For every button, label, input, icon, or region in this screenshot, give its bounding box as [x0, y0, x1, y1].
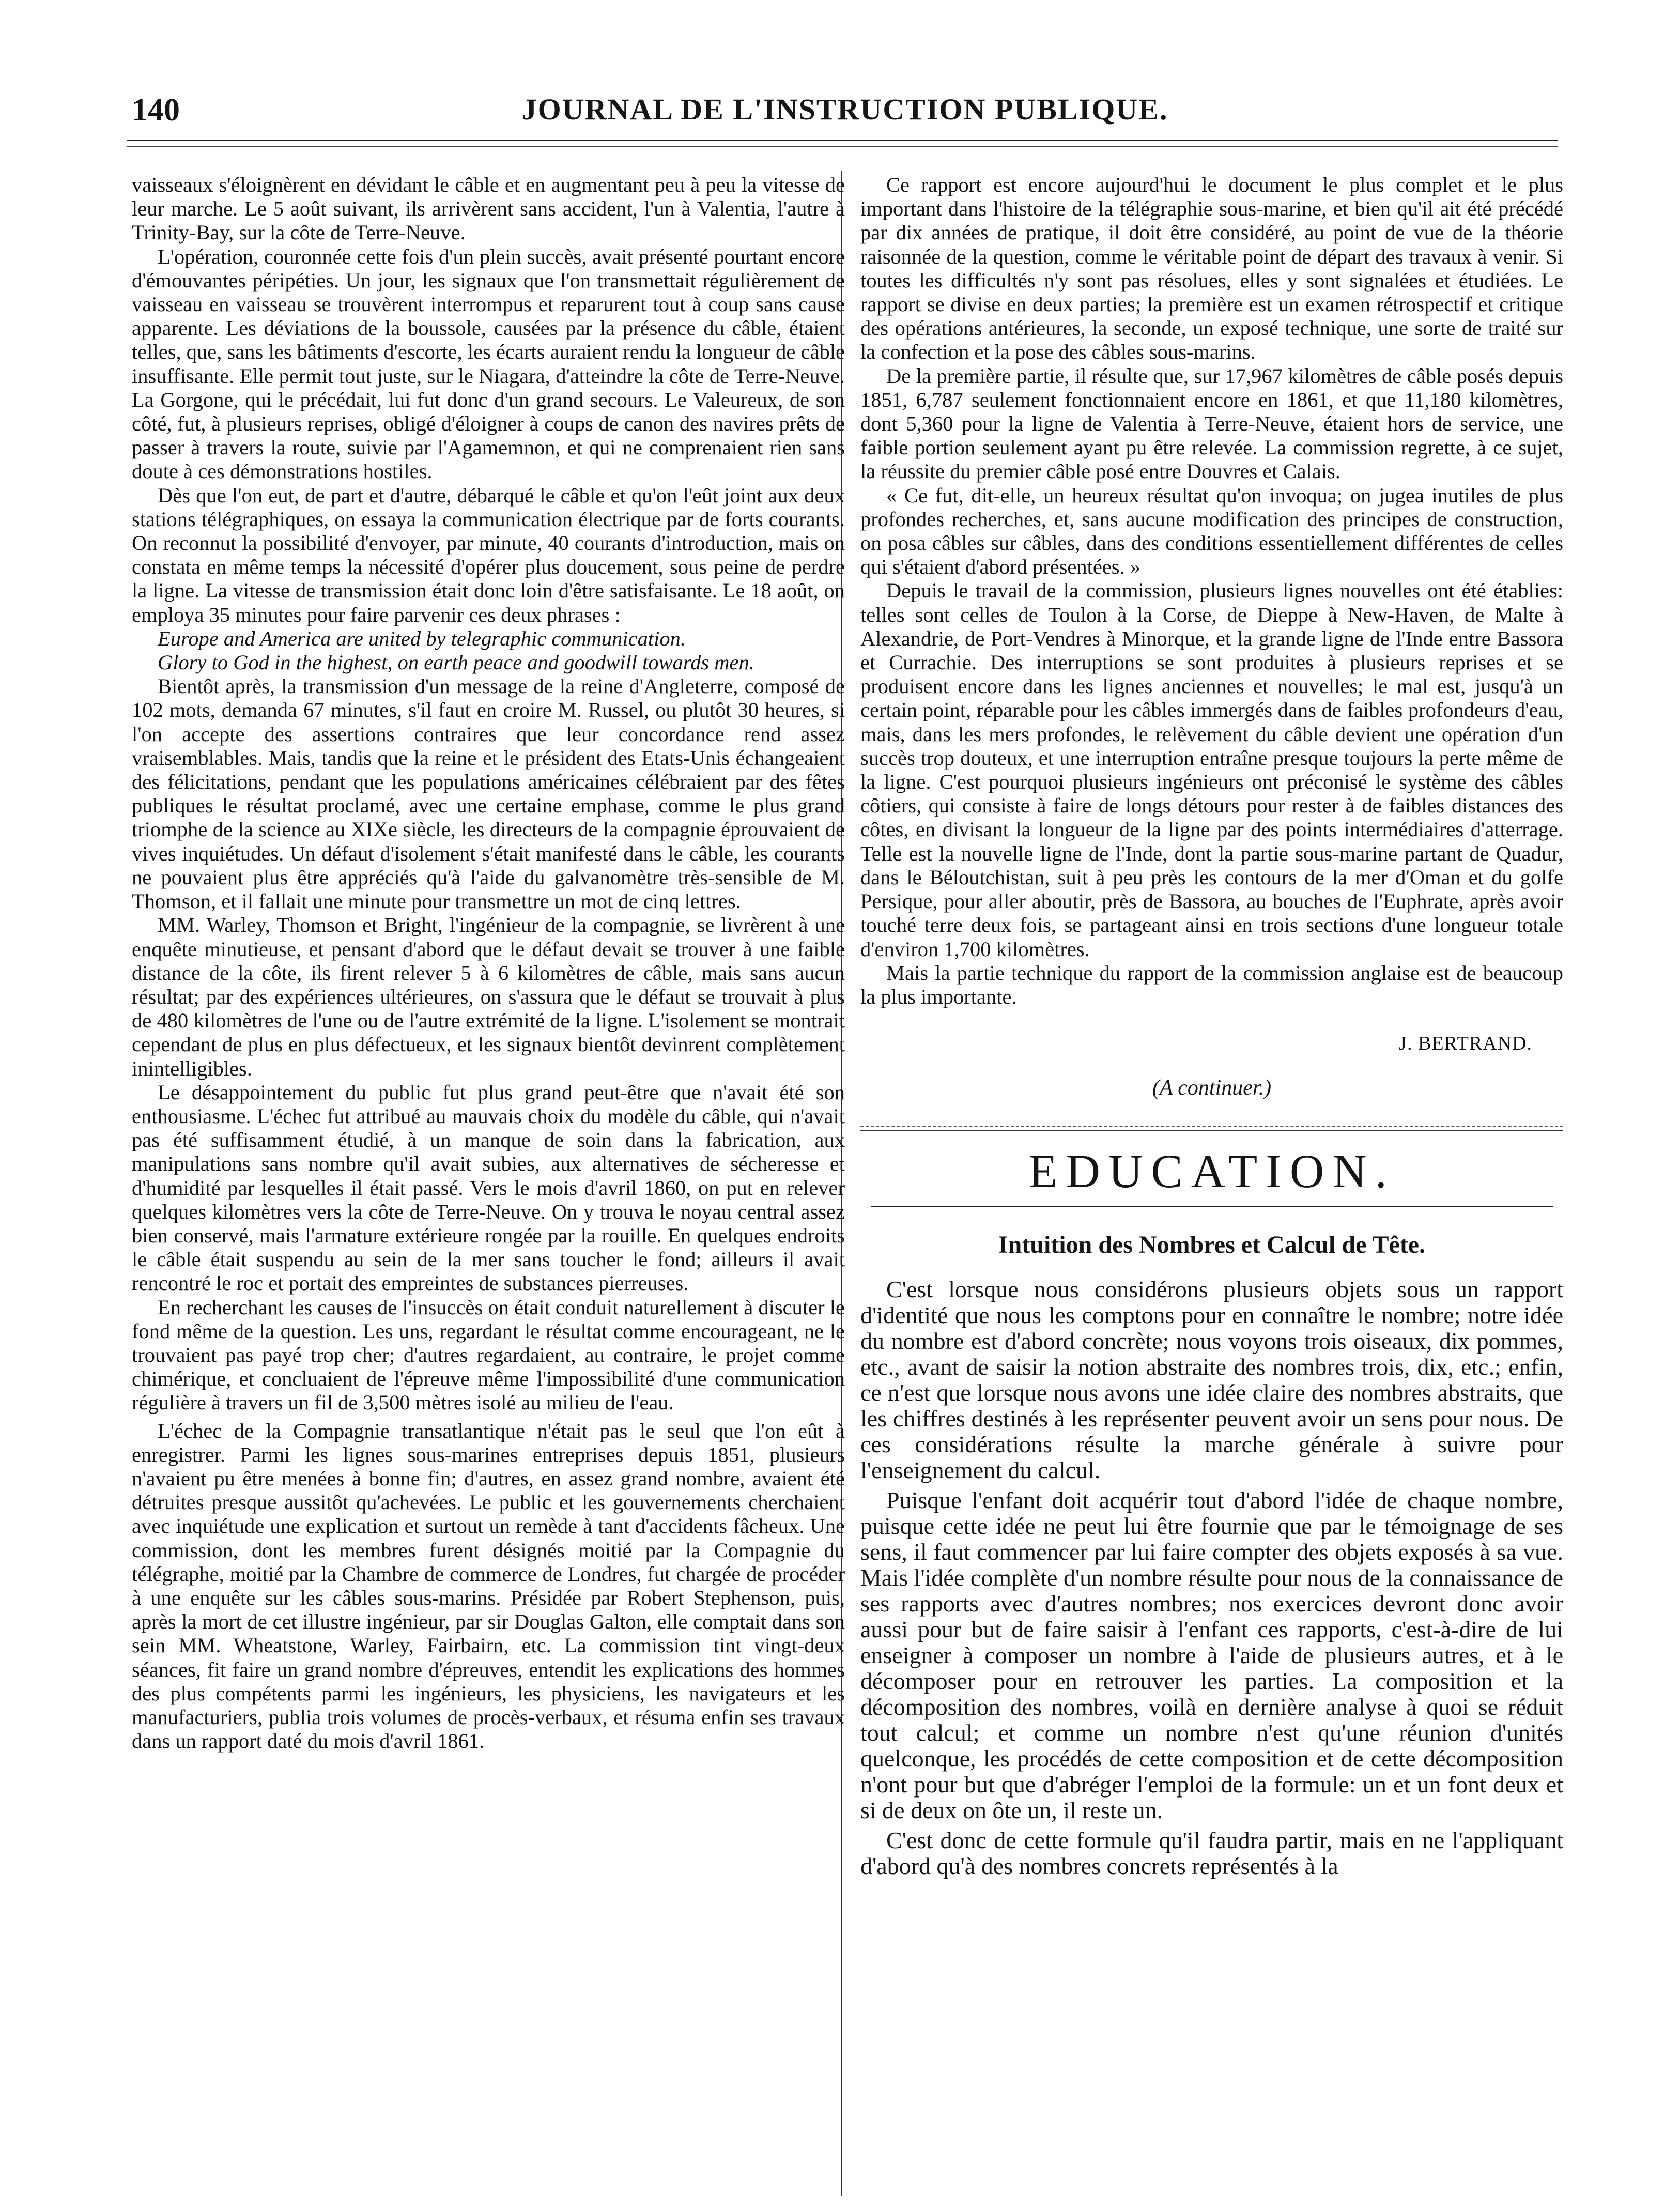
paragraph: En recherchant les causes de l'insuccès on était conduit naturellement à discuter le fond même de la question. Les uns, regardant le résultat comme encourageant, ne le trouvaient pas payé trop cher; d'autres regardaient, au contraire, le projet comme chimérique, et concluaient de l'épreuve même l'impossibilité d'une communication régulière à travers un fil de 3,500 mètres isolé au milieu de l'eau. — [132, 1295, 845, 1415]
quotation: « Ce fut, dit-elle, un heureux résultat qu'on invoqua; on jugea inutiles de plus profondes recherches, et, sans aucune modification des principes de construction, on posa câbles sur câbles, dans des conditions essentiellement différentes de celles qui s'étaient d'abord présentées. » — [860, 483, 1563, 579]
article-title: Intuition des Nombres et Calcul de Tête. — [998, 1231, 1426, 1258]
paragraph: Bientôt après, la transmission d'un message de la reine d'Angleterre, composé de 102 mots, demanda 67 minutes, s'il faut en croire M. Russel, ou plutôt 30 heures, si l'on accepte des assertions contraires que leur concordance rend assez vraisemblables. Mais, tandis que la reine et le président des Etats-Unis échangeaient des félicitations, pendant que les populations américaines célébraient par des fêtes publiques le résultat proclamé, avec une certaine emphase, comme le plus grand triomphe de la science au XIXe siècle, les directeurs de la compagnie éprouvaient de vives inquiétudes. Un défaut d'isolement s'était manifesté dans le câble, les courants ne pouvaient plus être appréciés qu'à l'aide du galvanomètre très-sensible de M. Thomson, et il fallait une minute pour transmettre un mot de cinq lettres. — [132, 674, 845, 913]
article-paragraph: Puisque l'enfant doit acquérir tout d'abord l'idée de chaque nombre, puisque cette idée ne peut lui être fournie que par le témoignage de ses sens, il faut commencer par lui faire compter des objets exposés à sa vue. Mais l'idée complète d'un nombre résulte pour nous de la connaissance de ses rapports avec d'autres nombres; nos exercices devront donc avoir aussi pour but de faire saisir à l'enfant ces rapports, c'est-à-dire de lui enseigner à composer un nombre à l'aide de plusieurs autres, et à le décomposer pour en retrouver les parties. La composition et la décomposition des nombres, voilà en dernière analyse à quoi se réduit tout calcul; et comme un nombre n'est qu'une réunion d'unités quelconque, les procédés de cette composition et de cette décomposition n'ont pour but que d'abréger l'emploi de la formule: un et un font deux et si de deux on ôte un, il reste un. — [860, 1486, 1563, 1823]
section-rule — [860, 1126, 1563, 1133]
paragraph: L'opération, couronnée cette fois d'un plein succès, avait présenté pourtant encore d'émouvantes péripéties. Un jour, les signaux que l'on transmettait régulièrement de vaisseau en vaisseau se trouvèrent interrompus et reparurent tout à coup sans cause apparente. Les déviations de la boussole, causées par la présence du câble, étaient telles, que, sans les bâtiments d'escorte, les écarts auraient rendu la longueur de câble insuffisante. Elle permit tout juste, sur le Niagara, d'atteindre la côte de Terre-Neuve. La Gorgone, qui le précédait, lui fut donc d'un grand secours. Le Valeureux, de son côté, fut, à plusieurs reprises, obligé d'éloigner à coups de canon des navires prêts de passer à travers la route, suivie par l'Agamemnon, et qui ne comprenaient rien sans doute à ces démonstrations hostiles. — [132, 244, 845, 483]
paragraph: Ce rapport est encore aujourd'hui le document le plus complet et le plus important dans l'histoire de la télégraphie sous-marine, et bien qu'il ait été précédé par dix années de pratique, il doit être considéré, au point de vue de la théorie raisonnée de la question, comme le véritable point de départ des travaux à venir. Si toutes les difficultés n'y sont pas résolues, elles y sont signalées et étudiées. Le rapport se divise en deux parties; la première est un examen rétrospectif et critique des opérations antérieures, la seconde, un exposé technique, une sorte de traité sur la confection et la pose des câbles sous-marins. — [860, 173, 1563, 364]
paragraph: L'échec de la Compagnie transatlantique n'était pas le seul que l'on eût à enregistrer. Parmi les lignes sous-marines entreprises depuis 1851, plusieurs n'avaient pu être menées à bonne fin; d'autres, en assez grand nombre, avaient été détruites presque aussitôt qu'achevées. Le public et les gouvernements cherchaient avec inquiétude une explication et surtout un remède à tant d'accidents fâcheux. Une commission, dont les membres furent désignés moitié par la Compagnie du télégraphe, moitié par la Chambre de commerce de Londres, fut chargée de procéder à une enquête sur les câbles sous-marins. Présidée par Robert Stephenson, puis, après la mort de cet illustre ingénieur, par sir Douglas Galton, elle comptait dans son sein MM. Wheatstone, Warley, Fairbairn, etc. La commission tint vingt-deux séances, fit faire un grand nombre d'épreuves, entendit les explications des hommes des plus compétents parmi les ingénieurs, les physiciens, les navigateurs et les manufacturiers, publia trois volumes de procès-verbaux, et résuma enfin ses travaux dans un rapport daté du mois d'avril 1861. — [132, 1419, 845, 1753]
paragraph: Mais la partie technique du rapport de la commission anglaise est de beaucoup la plus importante. — [860, 961, 1563, 1008]
article-paragraph: C'est donc de cette formule qu'il faudra partir, mais en ne l'appliquant d'abord qu'à des nombres concrets représentés à la — [860, 1826, 1563, 1879]
paragraph: MM. Warley, Thomson et Bright, l'ingénieur de la compagnie, se livrèrent à une enquête minutieuse, et pensant d'abord que le défaut devait se trouver à une faible distance de la côte, ils firent relever 5 à 6 kilomètres de câble, mais sans aucun résultat; par des expériences ultérieures, on s'assura que le défaut se trouvait à plus de 480 kilomètres de l'une ou de l'autre extrémité de la ligne. L'isolement se montrait cependant de plus en plus défectueux, et les signaux bientôt devinrent complètement inintelligibles. — [132, 913, 845, 1080]
page-header — [132, 88, 1558, 129]
title-rule — [871, 1206, 1553, 1207]
paragraph: vaisseaux s'éloignèrent en dévidant le câble et en augmentant peu à peu la vitesse de leur marche. Le 5 août suivant, ils arrivèrent sans accident, l'un à Valentia, l'autre à Trinity-Bay, sur la côte de Terre-Neuve. — [132, 173, 845, 244]
page-number: 140 — [132, 93, 180, 128]
to-be-continued: (A continuer.) — [1152, 1076, 1272, 1100]
header-rule — [127, 140, 1558, 152]
left-column — [132, 173, 845, 2178]
author-signature: J. BERTRAND. — [1399, 1033, 1532, 1055]
quoted-message: Glory to God in the highest, on earth peace and goodwill towards men. — [158, 651, 754, 674]
paragraph: Dès que l'on eut, de part et d'autre, débarqué le câble et qu'on l'eût joint aux deux stations télégraphiques, on essaya la communication électrique par de forts courants. On reconnut la possibilité d'envoyer, par minute, 40 courants d'introduction, mais on constata en même temps la nécessité d'opérer plus doucement, sous peine de perdre la ligne. La vitesse de transmission était donc loin d'être satisfaisante. Le 18 août, on employa 35 minutes pour faire parvenir ces deux phrases : — [132, 483, 845, 626]
paragraph: Depuis le travail de la commission, plusieurs lignes nouvelles ont été établies: telles sont celles de Toulon à la Corse, de Dieppe à New-Haven, de Malte à Alexandrie, de Port-Vendres à Minorque, et la grande ligne de l'Inde entre Bassora et Currachie. Des interruptions se sont produites à plusieurs reprises et se produisent encore dans les lignes anciennes et nouvelles; le mal est, jusqu'à un certain point, réparable pour les câbles immergés dans de faibles profondeurs d'eau, mais, dans les mers profondes, le relèvement du câble devient une opération d'un succès trop douteux, et une interruption entraîne presque toujours la perte même de la ligne. C'est pourquoi plusieurs ingénieurs ont préconisé le système des câbles côtiers, qui consiste à faire de longs détours pour rester à de faibles distances des côtes, en divisant la longueur de la ligne par des points intermédiaires d'atterrage. Telle est la nouvelle ligne de l'Inde, dont la partie sous-marine partant de Quadur, dans le Béloutchistan, suit à peu près les contours de la mer d'Oman et du golfe Persique, pour aller aboutir, près de Bassora, au bouches de l'Euphrate, après avoir touché terre deux fois, se partageant ainsi en trois sections d'une longueur totale d'environ 1,700 kilomètres. — [860, 579, 1563, 961]
quoted-message: Europe and America are united by telegraphic communication. — [158, 626, 686, 650]
paragraph: Le désappointement du public fut plus grand peut-être que n'avait été son enthousiasme. L'échec fut attribué au mauvais choix du modèle du câble, qui n'avait pas été suffisamment étudié, à un manque de soin dans la fabrication, aux manipulations sans nombre qu'il avait subies, aux alternatives de sécheresse et d'humidité par lesquelles il était passé. Vers le mois d'avril 1860, on put en relever quelques kilomètres vers la côte de Terre-Neuve. On y trouva le noyau central assez bien conservé, mais l'armature extérieure rongée par la rouille. En quelques endroits le câble était suspendu au sein de la mer sans toucher le fond; ailleurs il avait rencontré le roc et portait des empreintes de substances pierreuses. — [132, 1080, 845, 1295]
paragraph: De la première partie, il résulte que, sur 17,967 kilomètres de câble posés depuis 1851, 6,787 seulement fonctionnaient encore en 1861, et que 11,180 kilomètres, dont 5,360 pour la ligne de Valentia à Terre-Neuve, étaient hors de service, une faible portion seulement ayant pu être relevée. La commission regrette, à ce sujet, la réussite du premier câble posé entre Douvres et Calais. — [860, 364, 1563, 483]
journal-title: JOURNAL DE L'INSTRUCTION PUBLIQUE. — [521, 93, 1168, 126]
right-column — [860, 173, 1563, 1879]
article-paragraph: C'est lorsque nous considérons plusieurs objets sous un rapport d'identité que nous les comptons pour en connaître le nombre; notre idée du nombre est d'abord concrète; nous voyons trois oiseaux, dix pommes, etc., avant de saisir la notion abstraite des nombres trois, dix, etc.; enfin, ce n'est que lorsque nous avons une idée claire des nombres abstraits, que les chiffres destinés à les représenter peuvent avoir un sens pour nous. De ces considérations résulte la marche générale à suivre pour l'enseignement du calcul. — [860, 1276, 1563, 1483]
section-title: EDUCATION. — [1028, 1144, 1395, 1197]
